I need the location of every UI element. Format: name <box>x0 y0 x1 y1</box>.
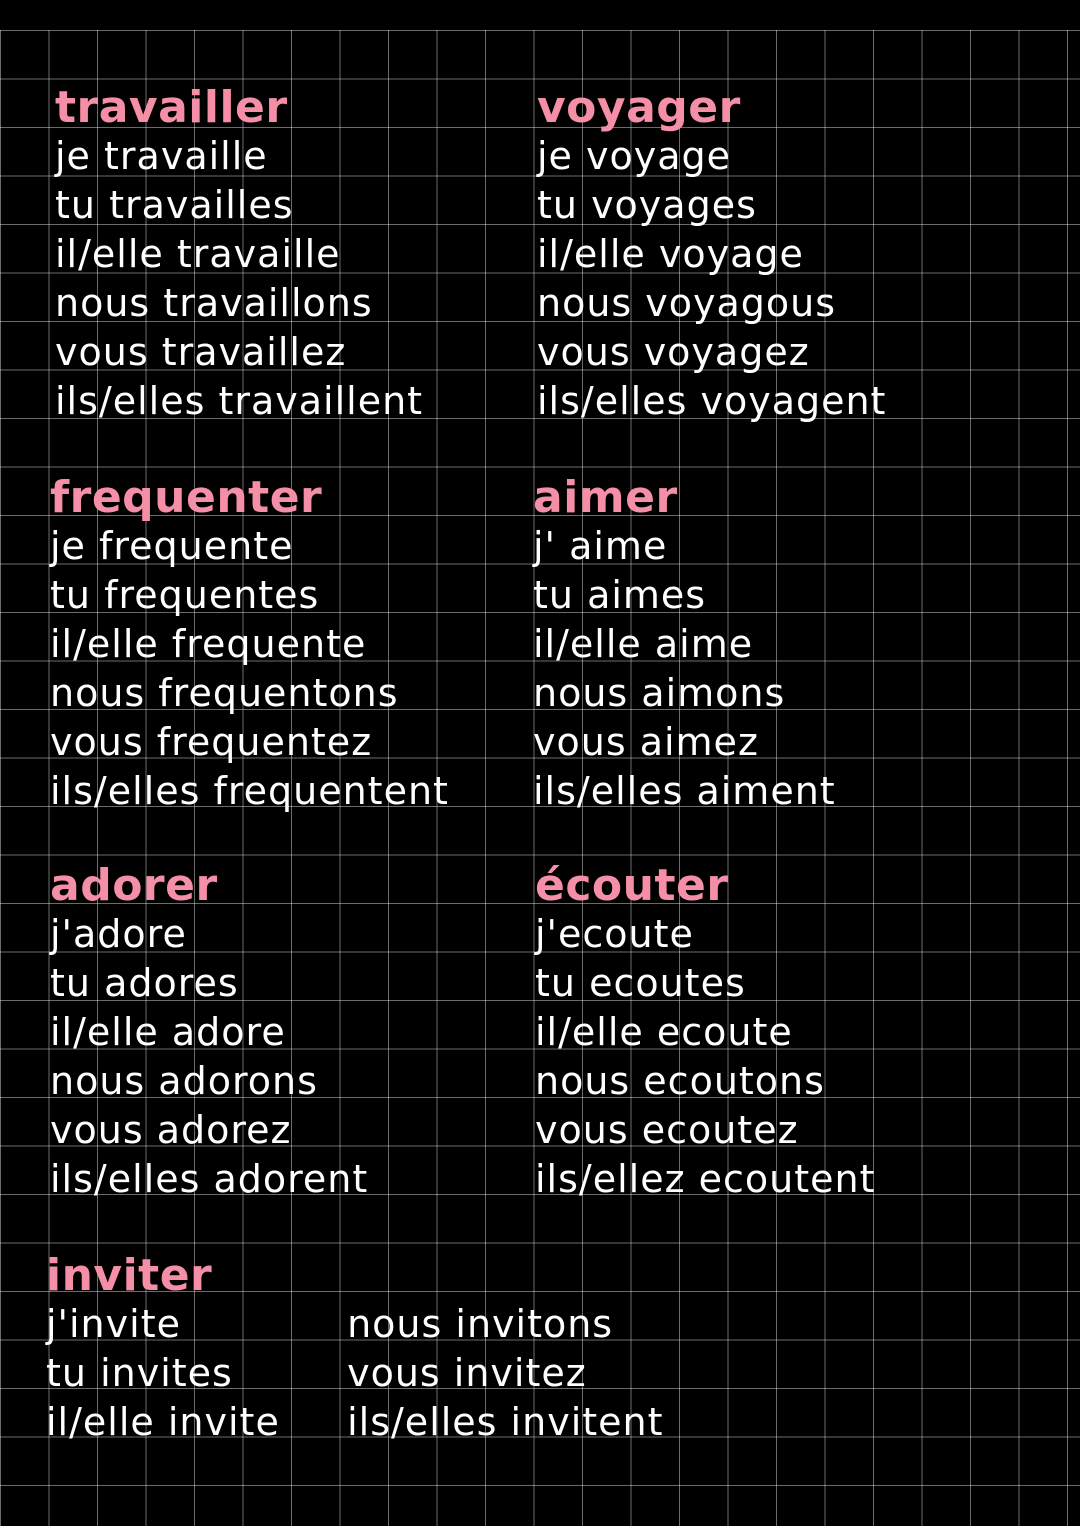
conjugation-line: j' aime <box>533 524 668 568</box>
conjugation-line: ils/elles adorent <box>50 1157 369 1201</box>
conjugation-line: j'ecoute <box>535 912 694 956</box>
conjugation-line: nous ecoutons <box>535 1059 825 1103</box>
verb-heading: voyager <box>537 82 741 133</box>
conjugation-line: tu voyages <box>537 183 757 227</box>
verb-heading: inviter <box>46 1250 213 1301</box>
conjugation-line: je travaille <box>55 134 268 178</box>
conjugation-line: je frequente <box>50 524 294 568</box>
conjugation-line: tu invites <box>46 1351 233 1395</box>
conjugation-line: vous ecoutez <box>535 1108 799 1152</box>
top-band <box>0 0 1080 30</box>
verb-heading: adorer <box>50 860 218 911</box>
conjugation-line: ils/elles invitent <box>347 1400 664 1444</box>
conjugation-line: vous travaillez <box>55 330 347 374</box>
verb-heading: frequenter <box>50 472 323 523</box>
conjugation-line: il/elle ecoute <box>535 1010 793 1054</box>
conjugation-line: tu adores <box>50 961 239 1005</box>
verb-block-inviter <box>46 1252 664 1447</box>
conjugation-line: vous aimez <box>533 720 759 764</box>
conjugation-line: nous aimons <box>533 671 786 715</box>
conjugation-line: tu frequentes <box>50 573 320 617</box>
verb-heading: écouter <box>535 860 729 911</box>
conjugation-line: tu aimes <box>533 573 707 617</box>
conjugation-line: il/elle adore <box>50 1010 286 1054</box>
verb-block-adorer <box>50 862 368 1204</box>
verb-heading: aimer <box>533 472 678 523</box>
verb-block-frequenter <box>50 474 449 816</box>
conjugation-line: tu travailles <box>55 183 294 227</box>
conjugation-line: nous frequentons <box>50 671 399 715</box>
verb-heading: travailler <box>55 82 288 133</box>
verb-block-aimer <box>533 474 836 816</box>
conjugation-line: je voyage <box>537 134 732 178</box>
conjugation-line: ils/elles frequentent <box>50 769 449 813</box>
conjugation-line: il/elle aime <box>533 622 754 666</box>
verb-block-ecouter <box>535 862 875 1204</box>
conjugation-line: tu ecoutes <box>535 961 746 1005</box>
conjugation-line: nous adorons <box>50 1059 318 1103</box>
conjugation-line: il/elle frequente <box>50 622 367 666</box>
conjugation-line: vous voyagez <box>537 330 810 374</box>
conjugation-line: ils/elles aiment <box>533 769 836 813</box>
inviter-plural-column <box>347 1300 663 1447</box>
conjugation-line: nous travaillons <box>55 281 373 325</box>
conjugation-line: j'invite <box>46 1302 181 1346</box>
inviter-singular-column <box>46 1300 342 1447</box>
conjugation-line: ils/ellez ecoutent <box>535 1157 876 1201</box>
conjugation-line: ils/elles voyagent <box>537 379 887 423</box>
conjugation-line: il/elle invite <box>46 1400 280 1444</box>
conjugation-line: vous frequentez <box>50 720 373 764</box>
conjugation-line: ils/elles travaillent <box>55 379 424 423</box>
conjugation-line: nous voyagous <box>537 281 837 325</box>
conjugation-line: vous adorez <box>50 1108 292 1152</box>
verb-block-voyager <box>537 84 886 426</box>
verb-block-travailler <box>55 84 423 426</box>
conjugation-line: vous invitez <box>347 1351 587 1395</box>
conjugation-line: il/elle travaille <box>55 232 341 276</box>
conjugation-line: il/elle voyage <box>537 232 804 276</box>
conjugation-line: j'adore <box>50 912 187 956</box>
conjugation-line: nous invitons <box>347 1302 614 1346</box>
